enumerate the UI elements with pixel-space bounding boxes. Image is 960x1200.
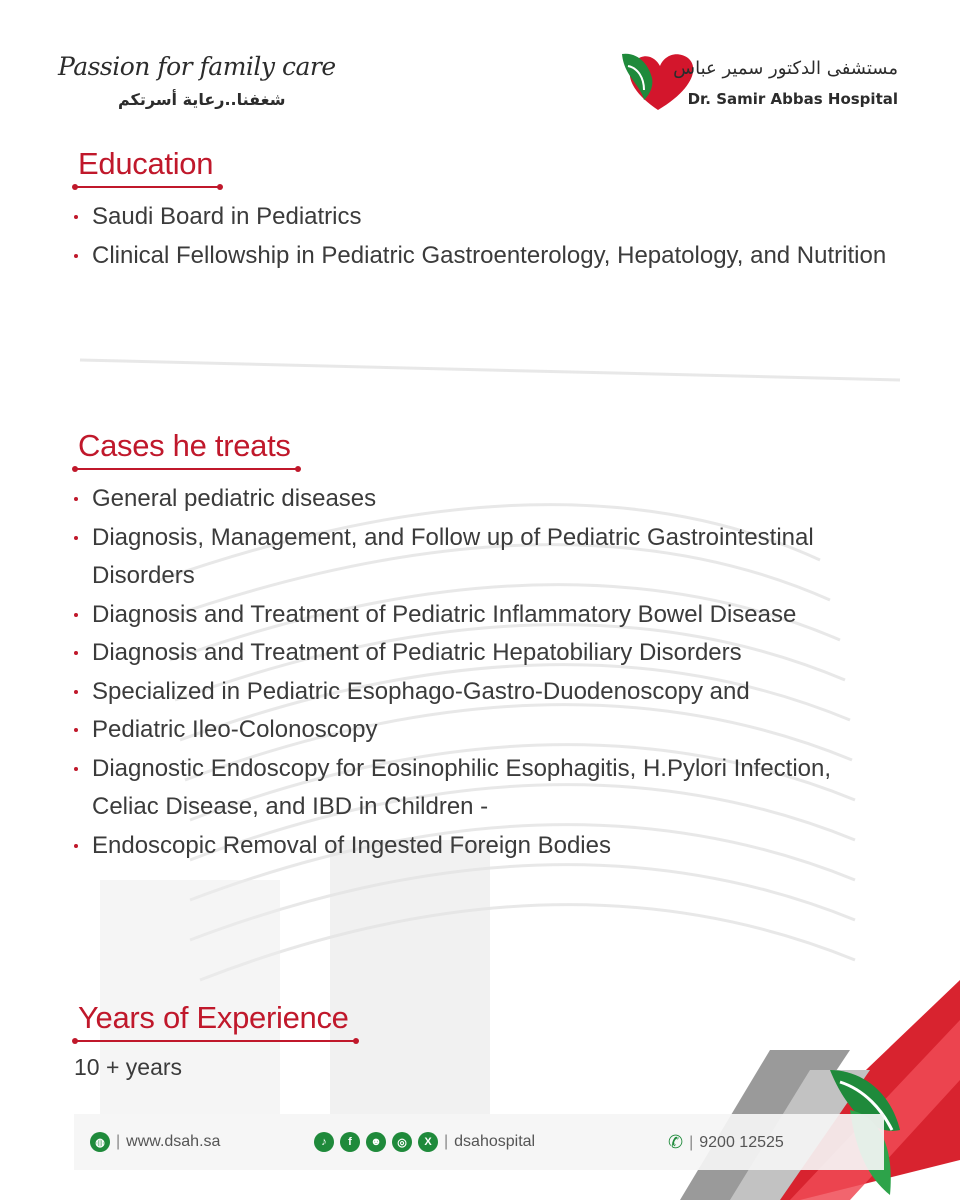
heading-underline (74, 186, 221, 188)
cases-heading (74, 428, 295, 470)
tagline-english: Passion for family care (58, 52, 336, 81)
list-item: General pediatric diseases (74, 480, 892, 519)
list-item: Diagnosis and Treatment of Pediatric Inflammatory Bowel Disease (74, 596, 892, 635)
footer-bar (74, 1114, 884, 1170)
hospital-logo (618, 44, 898, 116)
list-item: Diagnostic Endoscopy for Eosinophilic Esophagitis, H.Pylori Infection, Celiac Disease, and IBD in Children - (74, 750, 892, 827)
experience-section (74, 1000, 353, 1081)
cases-list (74, 480, 892, 865)
list-item: Diagnosis and Treatment of Pediatric Hepatobiliary Disorders (74, 634, 892, 673)
facebook-icon[interactable]: f (340, 1132, 360, 1152)
list-item: Diagnosis, Management, and Follow up of Pediatric Gastrointestinal Disorders (74, 519, 892, 596)
social-links: ♪ f ☻ ◎ X | dsahospital (314, 1132, 535, 1152)
website-contact[interactable]: ◍ | www.dsah.sa (90, 1132, 220, 1152)
phone-number[interactable]: 9200 12525 (699, 1133, 784, 1151)
education-heading (74, 146, 217, 188)
phone-contact[interactable]: ✆ | 9200 12525 (668, 1132, 784, 1152)
heading-underline (74, 468, 299, 470)
education-section (74, 146, 892, 275)
x-icon[interactable]: X (418, 1132, 438, 1152)
list-item: Saudi Board in Pediatrics (74, 198, 892, 237)
list-item: Endoscopic Removal of Ingested Foreign Bodies (74, 827, 892, 866)
cases-section (74, 428, 892, 865)
cases-title: Cases he treats (78, 428, 291, 463)
tiktok-icon[interactable]: ♪ (314, 1132, 334, 1152)
list-item: Pediatric Ileo-Colonoscopy (74, 711, 892, 750)
globe-icon: ◍ (90, 1132, 110, 1152)
education-title: Education (78, 146, 214, 181)
social-handle[interactable]: dsahospital (454, 1133, 536, 1150)
instagram-icon[interactable]: ◎ (392, 1132, 412, 1152)
tagline (58, 52, 348, 122)
phone-icon: ✆ (668, 1132, 684, 1152)
experience-value: 10 + years (74, 1054, 183, 1080)
snapchat-icon[interactable]: ☻ (366, 1132, 386, 1152)
hospital-name-arabic: مستشفى الدكتور سمير عباس (673, 58, 898, 79)
list-item: Clinical Fellowship in Pediatric Gastroenterology, Hepatology, and Nutrition (74, 237, 892, 276)
heading-underline (74, 1040, 357, 1042)
experience-title: Years of Experience (78, 1000, 349, 1035)
website-link[interactable]: www.dsah.sa (126, 1133, 221, 1150)
list-item: Specialized in Pediatric Esophago-Gastro-Duodenoscopy and (74, 673, 892, 712)
experience-heading (74, 1000, 353, 1042)
hospital-name-english: Dr. Samir Abbas Hospital (687, 90, 898, 108)
tagline-arabic: شغفنا..رعاية أسرتكم (118, 90, 286, 109)
education-list (74, 198, 892, 275)
